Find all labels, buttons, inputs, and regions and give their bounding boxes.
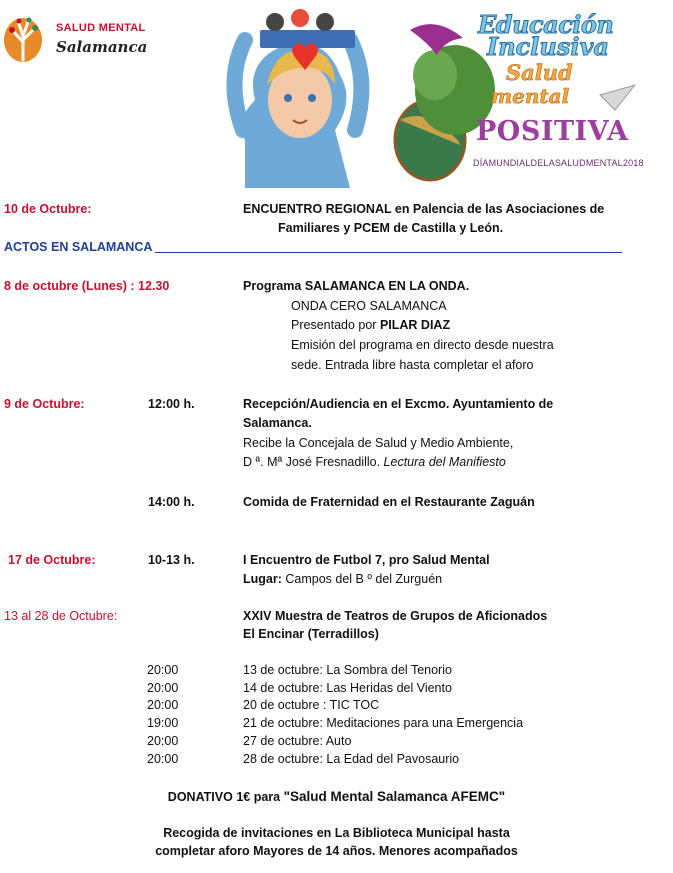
event1-date: 10 de Octubre: — [4, 202, 92, 216]
event4-date: 17 de Octubre: — [8, 553, 96, 567]
event4-place: Lugar: Campos del B º del Zurguén — [243, 572, 443, 586]
show-desc: 14 de octubre: Las Heridas del Viento — [243, 681, 452, 695]
event2-line2: Presentado por PILAR DIAZ — [291, 318, 451, 332]
event1-text2: Familiares y PCEM de Castilla y León. — [278, 221, 504, 235]
event3-title1: Recepción/Audiencia en el Excmo. Ayuntamiento de — [243, 397, 554, 411]
salud-mental-logo-icon — [2, 12, 44, 64]
show-desc: 28 de octubre: La Edad del Pavosaurio — [243, 752, 460, 766]
event3-line2: D ª. Mª José Fresnadillo. Lectura del Manifiesto — [243, 455, 506, 469]
show-desc: 13 de octubre: La Sombra del Tenorio — [243, 663, 452, 677]
logo-line2: Salamanca — [56, 38, 148, 56]
event5-title1: XXIV Muestra de Teatros de Grupos de Aficionados — [243, 609, 548, 623]
event1-text1: ENCUENTRO REGIONAL en Palencia de las Asociaciones de — [243, 202, 605, 216]
show-time: 20:00 — [147, 698, 179, 712]
event4-time: 10-13 h. — [148, 553, 195, 567]
show-desc: 21 de octubre: Meditaciones para una Emergencia — [243, 716, 524, 730]
event3-title2: Salamanca. — [243, 416, 312, 430]
banner-title-line5: POSITIVA — [476, 116, 629, 147]
banner-title-line1: Educación — [478, 10, 614, 39]
show-time: 20:00 — [147, 752, 179, 766]
event2-date: 8 de octubre (Lunes) : 12.30 — [4, 279, 170, 293]
show-time: 20:00 — [147, 663, 179, 677]
footer-line1: Recogida de invitaciones en La Biblioteca Municipal hasta — [163, 826, 510, 840]
banner-title-line3: Salud — [506, 60, 573, 85]
show-time: 19:00 — [147, 716, 179, 730]
banner-title-line2: Inclusiva — [487, 32, 609, 61]
event2-line1: ONDA CERO SALAMANCA — [291, 299, 447, 313]
footer-line2: completar aforo Mayores de 14 años. Menores acompañados — [155, 844, 518, 858]
show-time: 20:00 — [147, 681, 179, 695]
event3-line1: Recibe la Concejala de Salud y Medio Ambiente, — [243, 436, 514, 450]
event2-line3: Emisión del programa en directo desde nuestra — [291, 338, 554, 352]
section-title: ACTOS EN SALAMANCA — [4, 240, 153, 254]
banner-title-line6: DÍAMUNDIALDELASALUDMENTAL2018 — [473, 158, 644, 168]
event3-time2: 14:00 h. — [148, 495, 195, 509]
show-time: 20:00 — [147, 734, 179, 748]
show-desc: 20 de octubre : TIC TOC — [243, 698, 380, 712]
event3-title3: Comida de Fraternidad en el Restaurante Zaguán — [243, 495, 535, 509]
event4-title: I Encuentro de Futbol 7, pro Salud Mental — [243, 553, 490, 567]
banner-title-line4: mental — [491, 84, 570, 108]
show-desc: 27 de octubre: Auto — [243, 734, 352, 748]
event3-date: 9 de Octubre: — [4, 397, 85, 411]
event5-title2: El Encinar (Terradillos) — [243, 627, 379, 641]
event3-time: 12:00 h. — [148, 397, 195, 411]
logo-line1: SALUD MENTAL — [56, 22, 146, 34]
section-underline — [155, 252, 622, 253]
event2-title: Programa SALAMANCA EN LA ONDA. — [243, 279, 470, 293]
donativo-line: DONATIVO 1€ para "Salud Mental Salamanca AFEMC" — [167, 789, 506, 804]
event2-line4: sede. Entrada libre hasta completar el aforo — [291, 358, 534, 372]
event5-date: 13 al 28 de Octubre: — [4, 609, 118, 623]
